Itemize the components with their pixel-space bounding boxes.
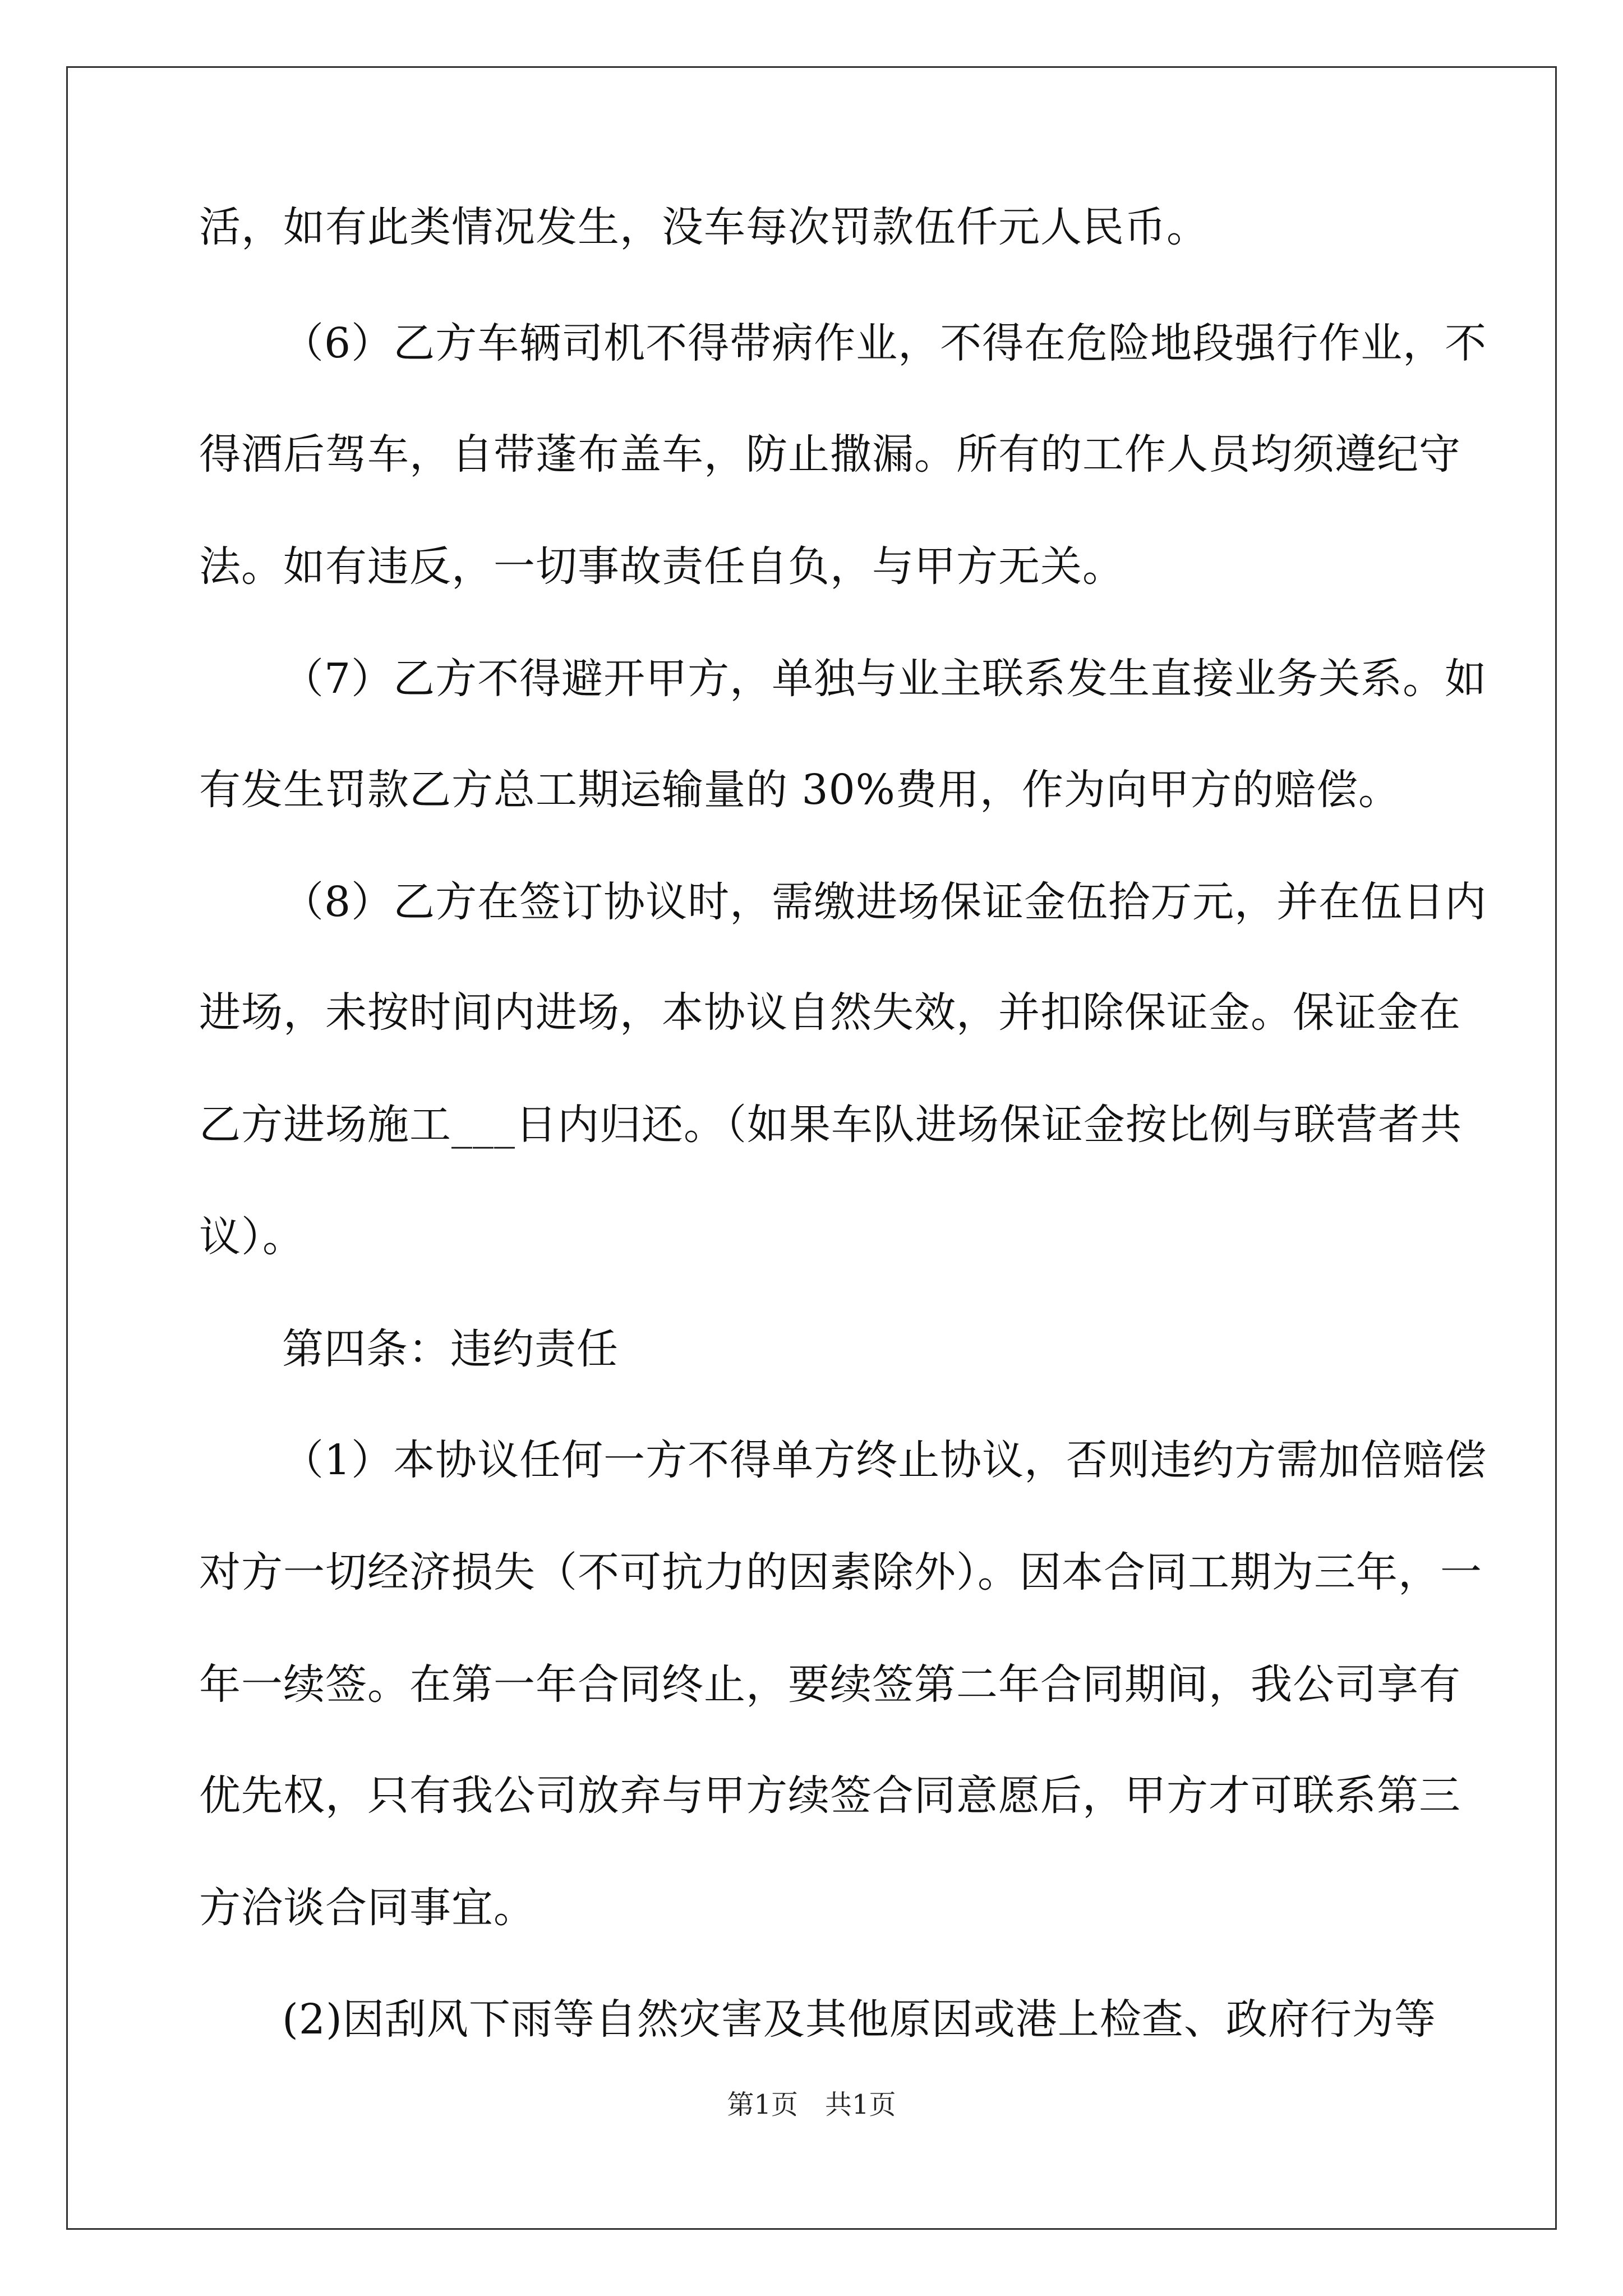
text-line: （1）本协议任何一方不得单方终止协议，否则违约方需加倍赔偿 <box>282 1436 1487 1484</box>
text-line: 活，如有此类情况发生，没车每次罚款伍仟元人民币。 <box>199 203 1209 251</box>
text-line: 优先权，只有我公司放弃与甲方续签合同意愿后，甲方才可联系第三 <box>199 1772 1461 1820</box>
text-line: 得酒后驾车，自带蓬布盖车，防止撒漏。所有的工作人员均须遵纪守 <box>199 430 1461 478</box>
text-line: 年一续签。在第一年合同终止，要续签第二年合同期间，我公司享有 <box>199 1660 1461 1709</box>
section-heading: 第四条：违约责任 <box>282 1325 619 1373</box>
text-line: （8）乙方在签订协议时，需缴进场保证金伍拾万元，并在伍日内 <box>282 878 1487 926</box>
text-line: 乙方进场施工___日内归还。（如果车队进场保证金按比例与联营者共 <box>199 1101 1462 1149</box>
text-line: （7）乙方不得避开甲方，单独与业主联系发生直接业务关系。如 <box>282 655 1487 703</box>
page-footer: 第1页 共1页 <box>727 2089 896 2120</box>
text-line: (2)因刮风下雨等自然灾害及其他原因或港上检查、政府行为等 <box>282 1995 1436 2044</box>
text-line: 进场，未按时间内进场，本协议自然失效，并扣除保证金。保证金在 <box>199 988 1461 1037</box>
text-line: 法。如有违反，一切事故责任自负，与甲方无关。 <box>199 542 1124 591</box>
text-line: （6）乙方车辆司机不得带病作业，不得在危险地段强行作业，不 <box>282 319 1487 367</box>
text-line: 方洽谈合同事宜。 <box>199 1884 536 1932</box>
text-line: 有发生罚款乙方总工期运输量的 30%费用，作为向甲方的赔偿。 <box>199 766 1400 814</box>
text-line: 对方一切经济损失（不可抗力的因素除外）。因本合同工期为三年，一 <box>199 1548 1482 1596</box>
text-line: 议）。 <box>199 1213 305 1261</box>
